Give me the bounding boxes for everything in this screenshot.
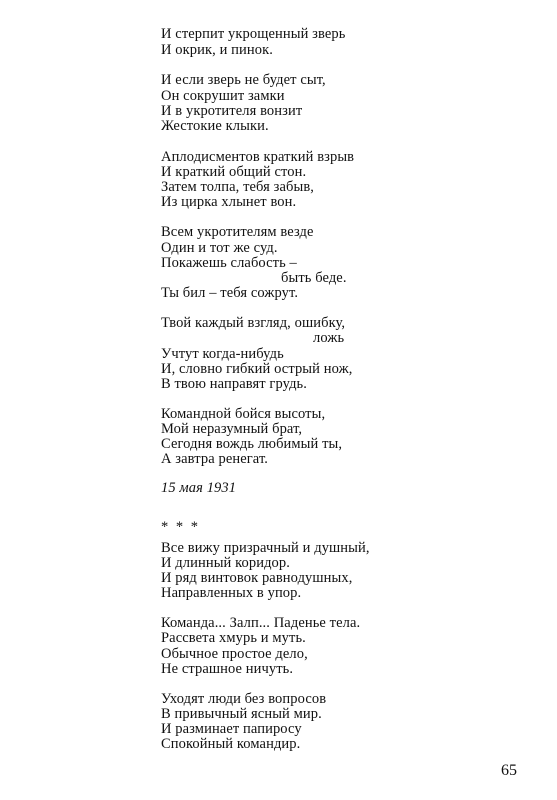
poem-line: Спокойный командир.	[161, 736, 301, 752]
poem-line: И краткий общий стон.	[161, 164, 307, 180]
poem-line-continuation: ложь	[313, 330, 345, 346]
poem-line: Он сокрушит замки	[161, 88, 285, 104]
poem-line: Командной бойся высоты,	[161, 406, 326, 422]
poem-line: Обычное простое дело,	[161, 646, 308, 662]
poem-line: И если зверь не будет сыт,	[161, 72, 326, 88]
poem-line-continuation: быть беде.	[281, 270, 347, 286]
poem-line: В привычный ясный мир.	[161, 706, 322, 722]
poem-line: А завтра ренегат.	[161, 451, 269, 467]
poem-line: Сегодня вождь любимый ты,	[161, 436, 343, 452]
poem-date: 15 мая 1931	[161, 480, 237, 496]
poem-line: Твой каждый взгляд, ошибку,	[161, 315, 346, 331]
poem-line: И разминает папиросу	[161, 721, 302, 737]
poem-line: Учтут когда-нибудь	[161, 346, 284, 362]
poem-line: И окрик, и пинок.	[161, 42, 273, 58]
poem-line: Всем укротителям везде	[161, 224, 314, 240]
poem-line: Рассвета хмурь и муть.	[161, 630, 306, 646]
poem-line: Команда... Залп... Паденье тела.	[161, 615, 361, 631]
poem-line: Из цирка хлынет вон.	[161, 194, 297, 210]
poem-line: И в укротителя вонзит	[161, 103, 303, 119]
poem-line: Уходят люди без вопросов	[161, 691, 327, 707]
poem-line: В твою направят грудь.	[161, 376, 307, 392]
poem-line: Жестокие клыки.	[161, 118, 269, 134]
poem-line: Аплодисментов краткий взрыв	[161, 149, 355, 165]
poem-line: И, словно гибкий острый нож,	[161, 361, 353, 377]
poem-line: Все вижу призрачный и душный,	[161, 540, 370, 556]
poem-line: Затем толпа, тебя забыв,	[161, 179, 315, 195]
poem-line: Направленных в упор.	[161, 585, 302, 601]
poem-line: И ряд винтовок равнодушных,	[161, 570, 353, 586]
page-number: 65	[501, 762, 517, 779]
poem-line: И стерпит укрощенный зверь	[161, 26, 346, 42]
poem-line: Покажешь слабость –	[161, 255, 297, 271]
poem-line: И длинный коридор.	[161, 555, 290, 571]
poem-line: Мой неразумный брат,	[161, 421, 303, 437]
poem-line: Ты бил – тебя сожрут.	[161, 285, 299, 301]
poem-separator: * * *	[161, 519, 200, 535]
poem-line: Не страшное ничуть.	[161, 661, 294, 677]
poem-line: Один и тот же суд.	[161, 240, 278, 256]
